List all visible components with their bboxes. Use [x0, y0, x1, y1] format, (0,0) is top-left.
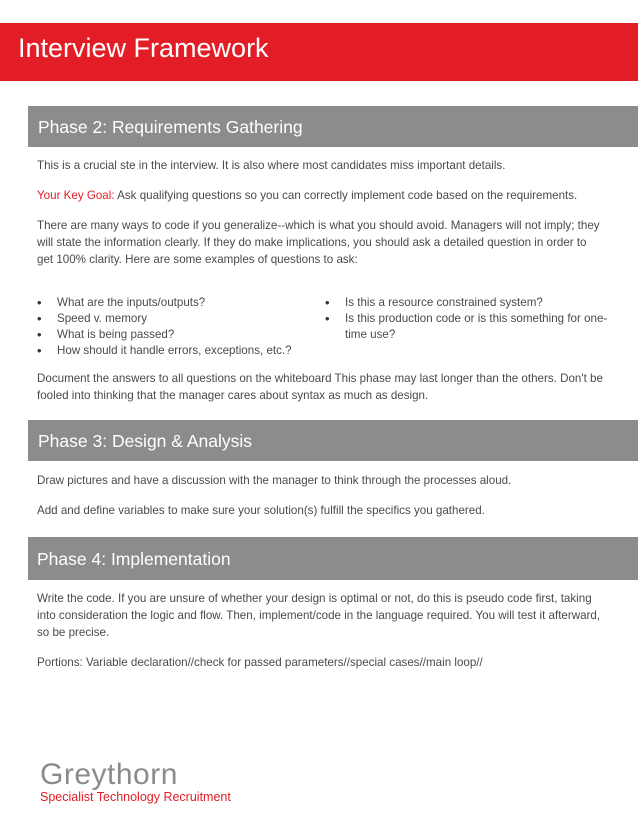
- greythorn-logo: [40, 758, 231, 804]
- phase2-title: Phase 2: Requirements Gathering: [38, 117, 303, 137]
- phase2-intro: This is a crucial ste in the interview. It is also where most candidates miss important details.: [37, 159, 506, 172]
- phase2-header: [28, 106, 638, 147]
- list-item: • What is being passed?: [37, 327, 327, 343]
- phase4-header: [28, 537, 638, 580]
- phase4-portions: Portions: Variable declaration//check for passed parameters//special cases//main loop//: [37, 656, 483, 669]
- phase2-paragraph: There are many ways to code if you generalize--which is what you should avoid. Managers will not imply; they will state the information clearly. If they do make implications, you should ask a detailed question in order to get 100% clarity. Here are some examples of questions to ask:: [37, 219, 600, 266]
- header-banner: [0, 23, 638, 81]
- phase4-title: Phase 4: Implementation: [37, 549, 231, 569]
- key-goal-label: Your Key Goal:: [37, 189, 115, 202]
- phase2-closing: Document the answers to all questions on the whiteboard This phase may last longer than the others. Don't be fooled into thinking that the manager cares about syntax as much as design.: [37, 372, 603, 402]
- phase4-body: [37, 590, 605, 671]
- list-item: • Is this a resource constrained system?: [325, 295, 615, 311]
- questions-right-list: [325, 295, 615, 343]
- list-item: • What are the inputs/outputs?: [37, 295, 327, 311]
- phase3-title: Phase 3: Design & Analysis: [38, 431, 253, 451]
- phase3-header: [28, 420, 638, 461]
- list-item: • Is this production code or is this something for one-time use?: [325, 311, 615, 343]
- phase4-paragraph: Write the code. If you are unsure of whether your design is optimal or not, do this is pseudo code first, taking into consideration the logic and flow. Then, implement/code in the language required. You will test it afterward, so be precise.: [37, 592, 601, 639]
- brand-tagline: Specialist Technology Recruitment: [40, 790, 231, 804]
- phase3-body: [37, 472, 605, 519]
- key-goal-text: Ask qualifying questions so you can correctly implement code based on the requirements.: [114, 189, 578, 202]
- list-item: • Speed v. memory: [37, 311, 327, 327]
- phase2-key-goal: [37, 187, 605, 204]
- list-item: • How should it handle errors, exceptions, etc.?: [37, 343, 327, 359]
- questions-left-list: [37, 295, 327, 359]
- phase3-line1: Draw pictures and have a discussion with the manager to think through the processes aloud.: [37, 474, 512, 487]
- phase2-body: [37, 157, 605, 268]
- brand-name: Greythorn: [40, 758, 178, 791]
- phase3-line2: Add and define variables to make sure your solution(s) fulfill the specifics you gathered.: [37, 504, 485, 517]
- page-title: Interview Framework: [18, 33, 269, 63]
